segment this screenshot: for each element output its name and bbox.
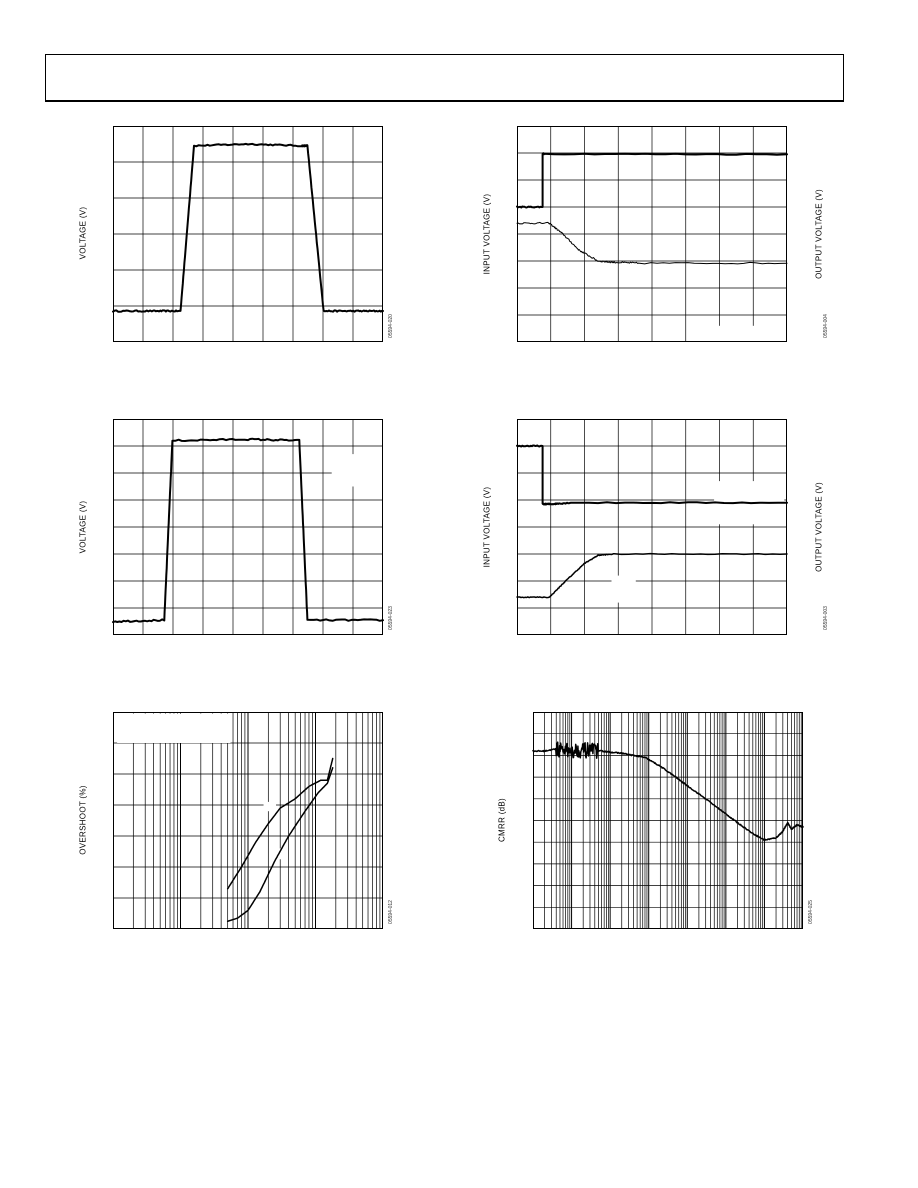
c4-figure-id: 05594-003 xyxy=(823,606,829,630)
c3-ylabel: VOLTAGE (V) xyxy=(78,500,88,554)
c2-figure-id: 05594-004 xyxy=(823,314,829,338)
c4-ylabel-right: OUTPUT VOLTAGE (V) xyxy=(814,482,824,572)
c5-ylabel: OVERSHOOT (%) xyxy=(78,785,88,855)
chart-step-input-output-2 xyxy=(517,419,787,635)
c4-ylabel-left: INPUT VOLTAGE (V) xyxy=(482,486,492,568)
c6-figure-id: 05594-025 xyxy=(808,900,814,924)
chart-voltage-pulse-1 xyxy=(113,126,383,342)
c4-grid xyxy=(517,419,787,635)
c6-ylabel: CMRR (dB) xyxy=(497,797,507,843)
c6-grid xyxy=(533,712,803,929)
c5-grid xyxy=(113,712,383,929)
c3-legend-area xyxy=(332,454,397,486)
c1-figure-id: 05594-020 xyxy=(388,314,394,338)
c1-ylabel: VOLTAGE (V) xyxy=(78,206,88,260)
chart-step-input-output-1 xyxy=(517,126,787,342)
c5-legend-area xyxy=(264,802,276,811)
c2-ylabel-right: OUTPUT VOLTAGE (V) xyxy=(814,189,824,279)
c3-figure-id: 05594-023 xyxy=(388,606,394,630)
c4-legend-area xyxy=(612,576,636,603)
c2-legend-area xyxy=(714,326,784,369)
chart-overshoot xyxy=(113,712,383,929)
c5-legend-area xyxy=(117,714,230,743)
c1-series-0-line xyxy=(113,144,383,312)
chart-cmrr xyxy=(533,712,803,929)
chart-voltage-pulse-2 xyxy=(113,419,383,635)
page-header-box xyxy=(45,54,844,102)
c3-grid xyxy=(113,419,383,635)
c5-figure-id: 05594-012 xyxy=(388,900,394,924)
c2-ylabel-left: INPUT VOLTAGE (V) xyxy=(482,193,492,275)
c2-grid xyxy=(517,126,787,342)
